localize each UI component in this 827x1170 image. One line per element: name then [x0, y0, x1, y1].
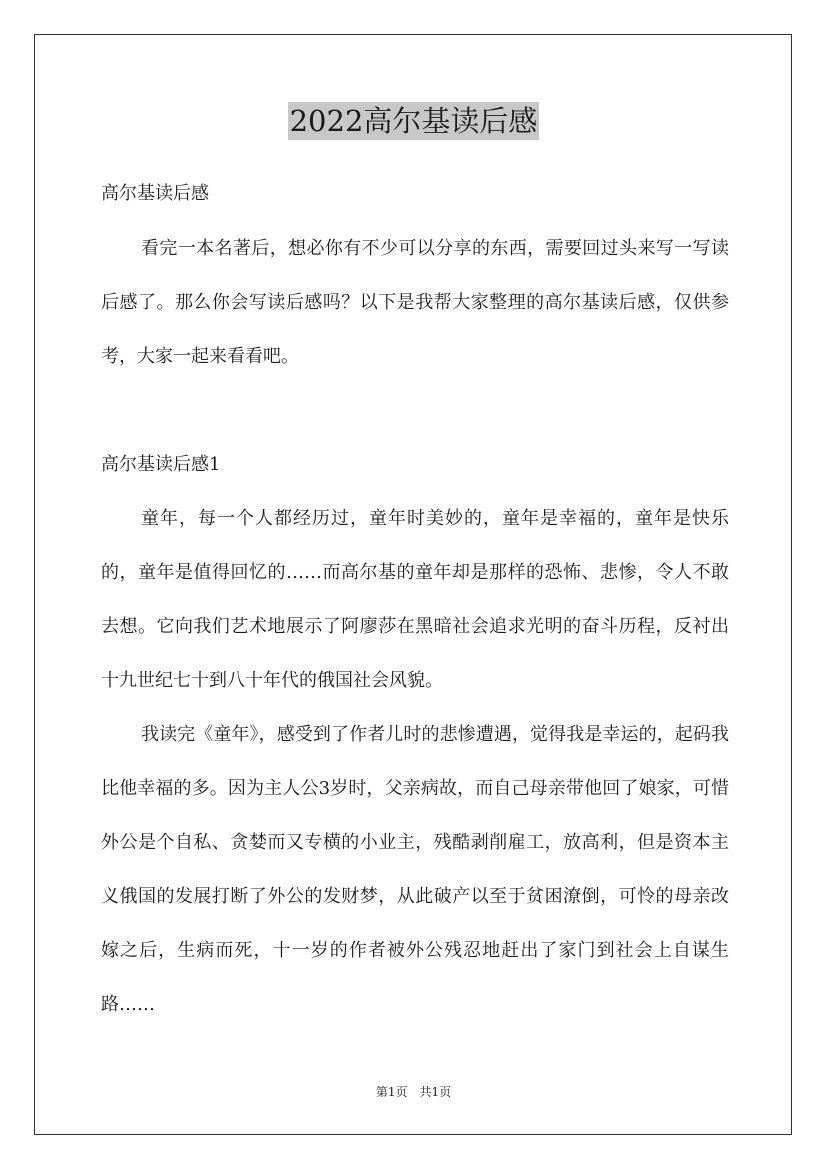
- section-paragraph-2: 我读完《童年》，感受到了作者儿时的悲惨遭遇，觉得我是幸运的，起码我比他幸福的多。因为主人公3岁时，父亲病故，而自己母亲带他回了娘家，可惜外公是个自私、贪婪而又专横的小业主，残酷剥削雇工，放高利，但是资本主义俄国的发展打断了外公的发财梦，从此破产以至于贫困潦倒，可怜的母亲改嫁之后，生病而死，十一岁的作者被外公残忍地赶出了家门到社会上自谋生路……: [101, 724, 729, 1015]
- intro-paragraph: 看完一本名著后，想必你有不少可以分享的东西，需要回过头来写一写读后感了。那么你会写读后感吗？以下是我帮大家整理的高尔基读后感，仅供参考，大家一起来看看吧。: [101, 238, 729, 367]
- section-heading: 高尔基读后感1: [101, 454, 221, 475]
- page-footer: 第1页 共1页: [375, 1085, 452, 1099]
- document-subtitle: 高尔基读后感: [101, 183, 209, 204]
- section-paragraph-1: 童年，每一个人都经历过，童年时美妙的，童年是幸福的，童年是快乐的，童年是值得回忆的……而高尔基的童年却是那样的恐怖、悲惨，令人不敢去想。它向我们艺术地展示了阿廖莎在黑暗社会追求光明的奋斗历程，反衬出十九世纪七十到八十年代的俄国社会风貌。: [101, 508, 729, 691]
- title-container: [0, 102, 827, 140]
- document-title: 2022高尔基读后感: [289, 104, 538, 138]
